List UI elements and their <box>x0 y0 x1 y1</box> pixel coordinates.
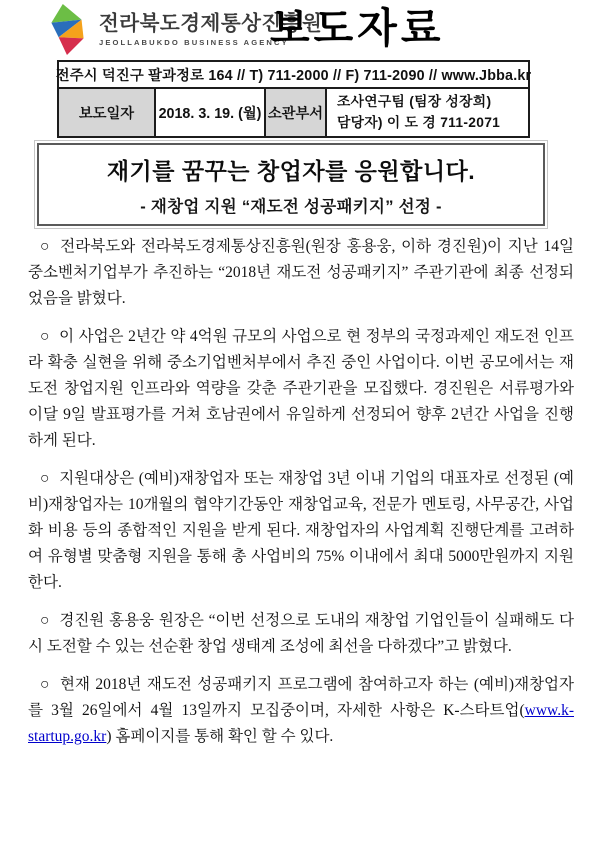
report-date-value: 2018. 3. 19. (월) <box>156 89 266 136</box>
body-paragraph-3 <box>28 466 574 596</box>
paragraph-bullet: ○ <box>40 238 52 255</box>
agency-name-kr: 전라북도경제통상진흥원 <box>99 12 323 36</box>
paragraph-text: 경진원 홍용웅 원장은 “이번 선정으로 도내의 재창업 기업인들이 실패해도 다시 도전할 수 있는 선순환 창업 생태계 조성에 최선을 다하겠다”고 밝혔다. <box>28 612 574 655</box>
agency-logo-icon <box>46 4 90 56</box>
department-person-line: 담당자) 이 도 경 711-2071 <box>337 114 501 130</box>
paragraph-bullet: ○ <box>40 676 51 693</box>
paragraph-text: 이 사업은 2년간 약 4억원 규모의 사업으로 현 정부의 국정과제인 재도전 인프라 확충 실현을 위해 중소기업벤처부에서 추진 중인 사업이다. 이번 공모에서는 재도전 창업지원 인프라와 역량을 갖춘 주관기관을 모집했다. 경진원은 서류평가와 이달 9일 발표평가를 거쳐 호남권에서 유일하게 선정되어 향후 2년간 사업을 진행하게 된다. <box>28 328 574 449</box>
subheadline: - 재창업 지원 “재도전 성공패키지” 선정 - <box>140 197 442 216</box>
body-paragraph-5 <box>28 672 574 750</box>
report-date-label: 보도일자 <box>59 89 156 136</box>
paragraph-bullet: ○ <box>40 328 51 345</box>
department-contact <box>327 89 528 136</box>
agency-name-en: JEOLLABUKDO BUSINESS AGENCY <box>99 37 289 47</box>
k-startup-link[interactable]: www.k-startup.go.kr <box>28 702 574 745</box>
agency-address-bar: 전주시 덕진구 팔과정로 164 // T) 711-2000 // F) 711-2090 // www.Jbba.kr <box>57 60 530 89</box>
body-paragraph-1 <box>28 234 574 312</box>
paragraph-text: 전라북도와 전라북도경제통상진흥원(원장 홍용웅, 이하 경진원)이 지난 14일 중소벤처기업부가 추진하는 “2018년 재도전 성공패키지” 주관기관에 최종 선정되었음을 밝혔다. <box>28 238 574 307</box>
press-release-body <box>28 234 574 762</box>
press-info-table <box>57 87 530 138</box>
paragraph-bullet: ○ <box>40 612 51 629</box>
department-team-line: 조사연구팀 (팀장 성장희) <box>337 93 492 109</box>
paragraph-text: 지원대상은 (예비)재창업자 또는 재창업 3년 이내 기업의 대표자로 선정된 (예비)재창업자는 10개월의 협약기간동안 재창업교육, 전문가 멘토링, 사무공간, 사업화 비용 등의 종합적인 지원을 받게 된다. 재창업자의 사업계획 진행단계를 고려하여 유형별 맞춤형 지원을 통해 총 사업비의 75% 이내에서 최대 5000만원까지 지원한다. <box>28 470 574 591</box>
paragraph-text: 현재 2018년 재도전 성공패키지 프로그램에 참여하고자 하는 (예비)재창업자를 3월 26일에서 4월 13일까지 모집중이며, 자세한 사항은 K-스타트업( <box>28 676 574 719</box>
body-paragraph-4 <box>28 608 574 660</box>
body-paragraph-2 <box>28 324 574 454</box>
headline-box <box>37 143 545 226</box>
department-label: 소관부서 <box>266 89 327 136</box>
document-type-title: 보도자료 <box>270 5 445 51</box>
headline: 재기를 꿈꾸는 창업자를 응원합니다. <box>106 157 476 184</box>
paragraph-text: ) 홈페이지를 통해 확인 할 수 있다. <box>106 728 334 745</box>
paragraph-bullet: ○ <box>40 470 51 487</box>
